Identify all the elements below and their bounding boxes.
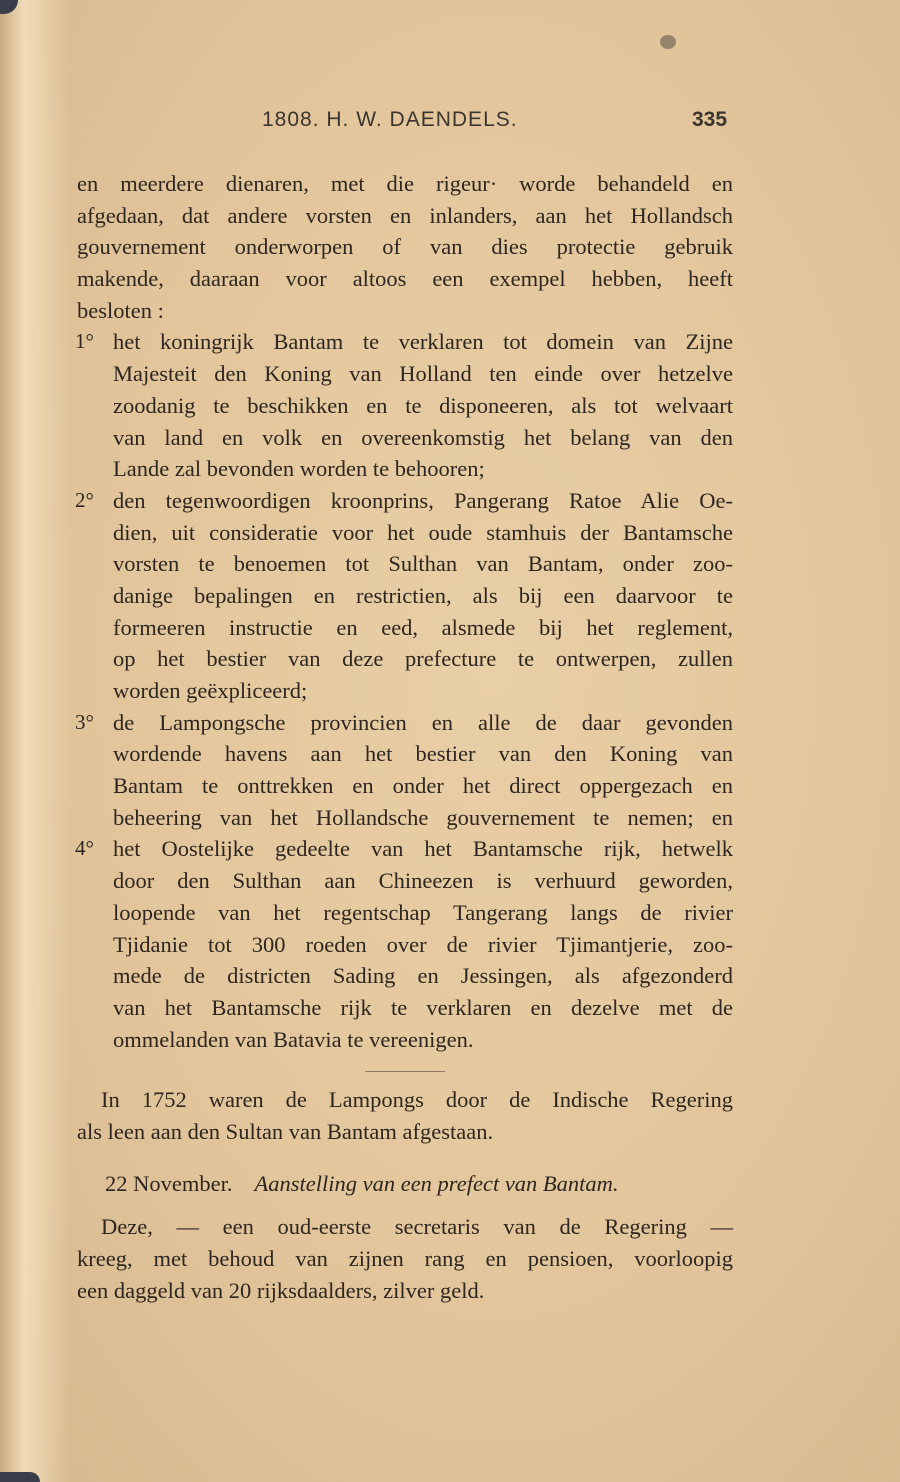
final-paragraph: [77, 1211, 733, 1306]
text-line: loopende van het regentschap Tangerang langs de rivier: [113, 899, 733, 925]
item-number: 3°: [75, 709, 94, 734]
item-number: 2°: [75, 487, 94, 512]
decision-item-4: [77, 833, 733, 1055]
text-line: vorsten te benoemen tot Sulthan van Bantam, onder zoo-: [113, 551, 733, 577]
text-line: en meerdere dienaren, met die rigeur· worde behandeld en: [77, 171, 733, 196]
text-line: ommelanden van Batavia te vereenigen.: [113, 1026, 474, 1052]
entry-date: 22 November.: [105, 1170, 233, 1196]
text-line: worden geëxpliceerd;: [113, 678, 308, 703]
text-line: mede de districten Sading en Jessingen, als afgezonderd: [113, 963, 733, 989]
text-line: gouvernement onderworpen of van dies protectie gebruik: [77, 234, 733, 260]
text-line: door den Sulthan aan Chineezen is verhuurd geworden,: [113, 868, 733, 894]
text-line: wordende havens aan het bestier van den Koning van: [113, 741, 733, 767]
text-line: afgedaan, dat andere vorsten en inlanders, aan het Hollandsch: [77, 202, 733, 228]
page-gutter-shadow: [0, 0, 70, 1482]
text-line: het Oostelijke gedeelte van het Bantamsche rijk, hetwelk: [113, 836, 733, 862]
text-line: zoodanig te beschikken en te disponeeren, als tot welvaart: [113, 392, 733, 418]
item-number: 1°: [75, 329, 94, 354]
text-line: een daggeld van 20 rijksdaalders, zilver geld.: [77, 1277, 485, 1303]
text-line: makende, daaraan voor altoos een exempel hebben, heeft: [77, 266, 733, 292]
text-line: beheering van het Hollandsche gouvernement te nemen; en: [113, 804, 733, 830]
intro-paragraph: [77, 168, 733, 326]
item-number: 4°: [75, 836, 94, 861]
text-line: Lande zal bevonden worden te behooren;: [113, 456, 485, 482]
text-line: Tjidanie tot 300 roeden over de rivier Tjimantjerie, zoo-: [113, 931, 733, 957]
text-line: dien, uit consideratie voor het oude stamhuis der Bantamsche: [113, 519, 733, 545]
text-line: kreeg, met behoud van zijnen rang en pensioen, voorloopig: [77, 1246, 733, 1272]
text-line: In 1752 waren de Lampongs door de Indische Regering: [101, 1087, 733, 1113]
page-body: [77, 168, 733, 1306]
page-header: [0, 108, 900, 136]
text-line: op het bestier van deze prefecture te ontwerpen, zullen: [113, 646, 733, 672]
text-line: als leen aan den Sultan van Bantam afgestaan.: [77, 1118, 494, 1144]
entry-title: Aanstelling van een prefect van Bantam.: [254, 1170, 619, 1196]
text-line: danige bepalingen en restrictien, als bij een daarvoor te: [113, 582, 733, 608]
text-line: de Lampongsche provincien en alle de daar gevonden: [113, 709, 733, 735]
text-line: Deze, — een oud-eerste secretaris van de Regering —: [101, 1214, 733, 1240]
footnote-divider: [365, 1071, 445, 1072]
running-head: 1808. H. W. DAENDELS.: [262, 108, 518, 131]
book-cover-corner: [0, 1472, 40, 1482]
entry-heading: [77, 1168, 733, 1200]
text-line: formeeren instructie en eed, alsmede bij het reglement,: [113, 614, 733, 640]
text-line: van land en volk en overeenkomstig het belang van den: [113, 424, 733, 450]
decision-item-3: [77, 707, 733, 834]
page-number: 335: [692, 108, 728, 131]
decision-item-2: [77, 485, 733, 707]
text-line: het koningrijk Bantam te verklaren tot domein van Zijne: [113, 329, 733, 355]
text-line: Majesteit den Koning van Holland ten einde over hetzelve: [113, 361, 733, 387]
text-line: besloten :: [77, 297, 164, 323]
ink-smudge: [660, 35, 676, 49]
decision-item-1: [77, 326, 733, 484]
text-line: van het Bantamsche rijk te verklaren en dezelve met de: [113, 994, 733, 1020]
text-line: den tegenwoordigen kroonprins, Pangerang Ratoe Alie Oe-: [113, 487, 733, 513]
text-line: Bantam te onttrekken en onder het direct oppergezach en: [113, 773, 733, 799]
footnote: [77, 1084, 733, 1147]
